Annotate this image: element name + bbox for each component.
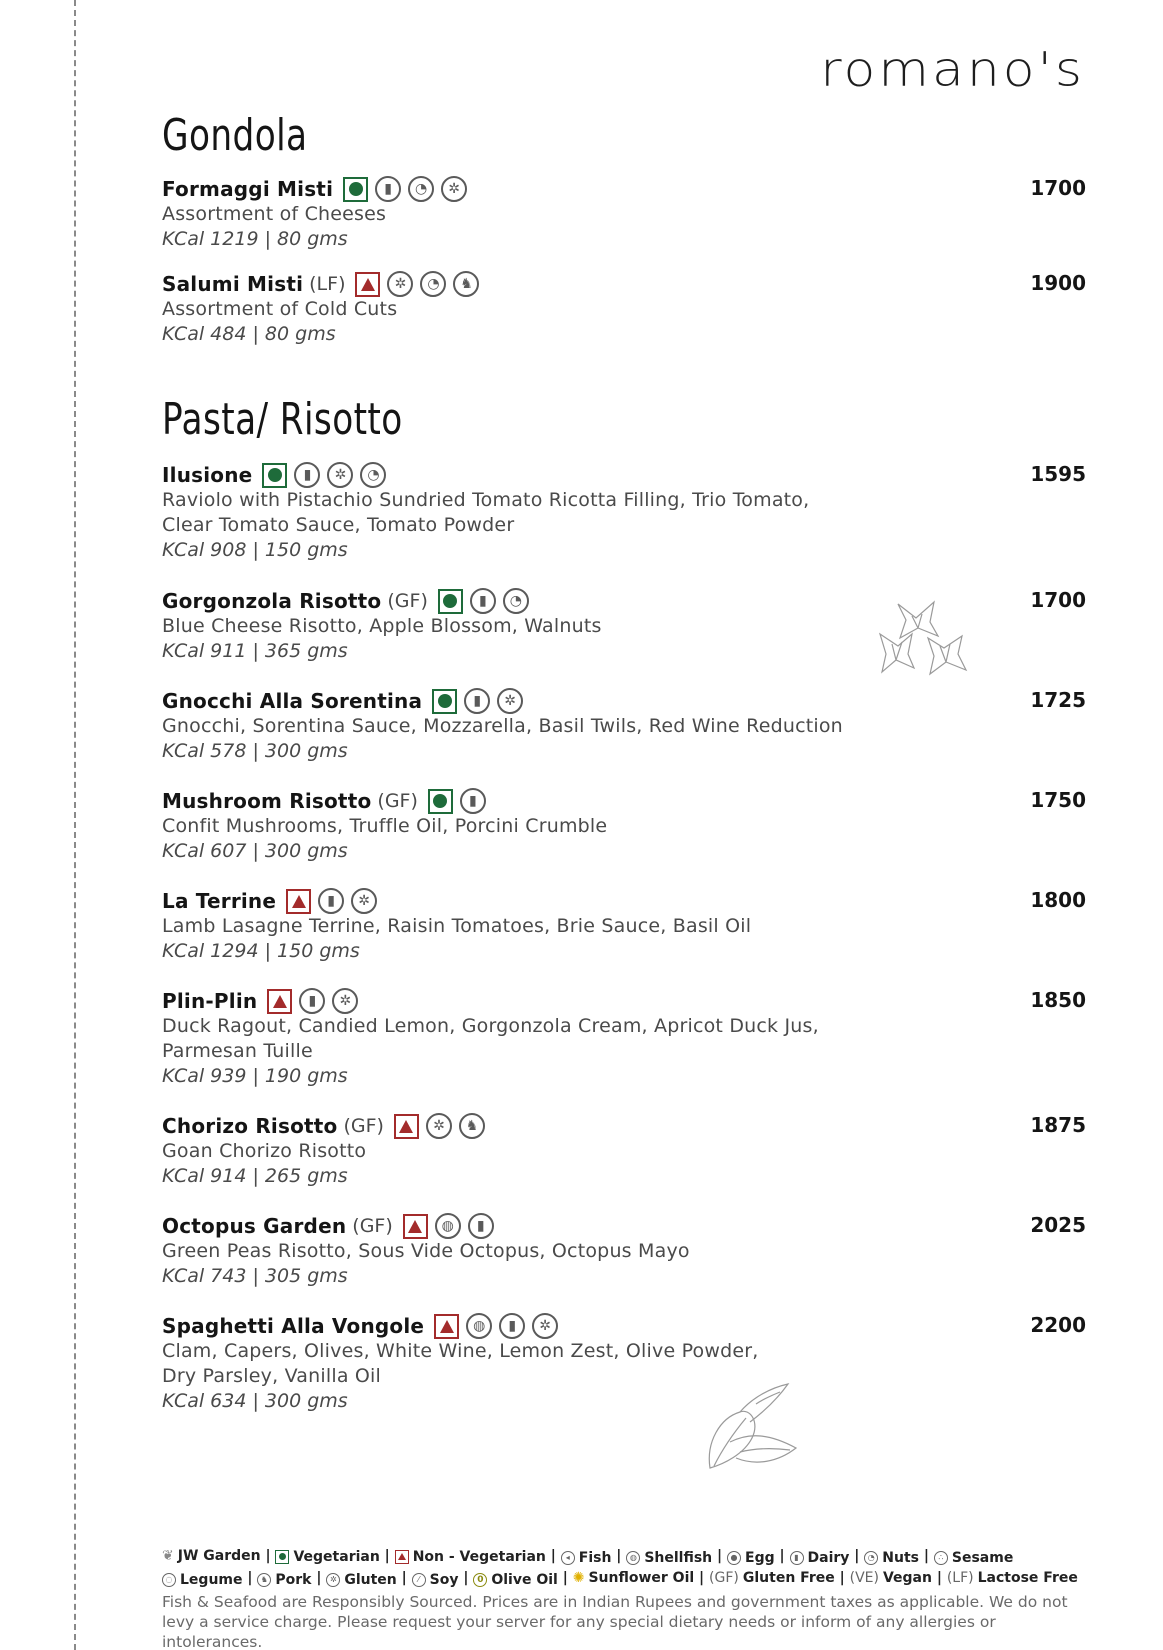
legend-gluten-free: (GF) Gluten Free (709, 1570, 835, 1586)
vegetarian-icon (438, 589, 463, 614)
menu-item-octopus-garden (162, 1213, 1086, 1289)
item-tag: (LF) (309, 273, 346, 295)
nuts-icon: ◔ (503, 588, 529, 614)
item-icons (343, 176, 467, 202)
item-description: Raviolo with Pistachio Sundried Tomato Ricotta Filling, Trio Tomato, (162, 489, 810, 511)
legend-sunflower-oil: ✺ Sunflower Oil (572, 1570, 695, 1586)
menu-item-gnocchi-alla-sorentina (162, 688, 1086, 764)
item-kcal: KCal 908 | 150 gms (162, 539, 348, 561)
item-name: Salumi Misti (162, 272, 304, 296)
item-kcal: KCal 1219 | 80 gms (162, 228, 348, 250)
gluten-icon: ✲ (326, 1573, 340, 1587)
vegetarian-icon (343, 177, 368, 202)
dairy-icon: ▮ (499, 1313, 525, 1339)
item-description-line-2: Dry Parsley, Vanilla Oil (162, 1365, 382, 1387)
sunflower-icon: ✺ (572, 1570, 585, 1586)
nuts-icon: ◔ (420, 271, 446, 297)
item-price: 1725 (1030, 688, 1086, 712)
nuts-icon: ◔ (360, 462, 386, 488)
dairy-icon: ▮ (460, 788, 486, 814)
pork-icon: ♞ (453, 271, 479, 297)
menu-item-spaghetti-alla-vongole (162, 1313, 1086, 1414)
item-kcal: KCal 743 | 305 gms (162, 1265, 348, 1287)
item-kcal: KCal 1294 | 150 gms (162, 940, 360, 962)
gluten-icon: ✲ (387, 271, 413, 297)
item-icons (434, 1313, 558, 1339)
item-kcal: KCal 939 | 190 gms (162, 1065, 348, 1087)
item-description: Assortment of Cheeses (162, 203, 387, 225)
menu-item-plin-plin (162, 988, 1086, 1089)
item-description: Green Peas Risotto, Sous Vide Octopus, Octopus Mayo (162, 1240, 690, 1262)
menu-item-la-terrine (162, 888, 1086, 964)
menu-item-ilusione (162, 462, 1086, 563)
item-price: 1850 (1030, 988, 1086, 1012)
item-description: Confit Mushrooms, Truffle Oil, Porcini Crumble (162, 815, 608, 837)
item-name: Octopus Garden (162, 1214, 347, 1238)
item-icons (394, 1113, 485, 1139)
dairy-icon: ▮ (375, 176, 401, 202)
herb-garlic-illustration (700, 1382, 800, 1474)
non-vegetarian-icon (403, 1214, 428, 1239)
item-price: 2025 (1030, 1213, 1086, 1237)
legend-legume: ◌ Legume (162, 1570, 243, 1590)
farfalle-pasta-illustration (878, 598, 970, 676)
non-vegetarian-icon (355, 272, 380, 297)
non-vegetarian-icon (267, 989, 292, 1014)
item-icons (286, 888, 377, 914)
gluten-icon: ✲ (332, 988, 358, 1014)
legend-shellfish: ◍ Shellfish (626, 1548, 712, 1568)
page-margin-line (74, 0, 76, 1650)
item-kcal: KCal 634 | 300 gms (162, 1390, 348, 1412)
item-icons (403, 1213, 494, 1239)
legend-egg: ● Egg (727, 1548, 775, 1568)
vegetarian-icon (275, 1550, 289, 1564)
item-name: Gnocchi Alla Sorentina (162, 689, 423, 713)
item-icons (438, 588, 529, 614)
soy-icon: ⁄ (412, 1573, 426, 1587)
item-name: Plin-Plin (162, 989, 258, 1013)
item-description-line-2: Clear Tomato Sauce, Tomato Powder (162, 514, 515, 536)
section-title-gondola: Gondola (162, 110, 308, 161)
gluten-icon: ✲ (426, 1113, 452, 1139)
shellfish-icon: ◍ (435, 1213, 461, 1239)
legend-vegetarian: Vegetarian (275, 1547, 379, 1567)
item-icons (432, 688, 523, 714)
legend (162, 1546, 1092, 1590)
item-name: Ilusione (162, 463, 253, 487)
leaf-icon: ❦ (162, 1548, 174, 1564)
item-name: Mushroom Risotto (162, 789, 372, 813)
item-price: 1700 (1030, 588, 1086, 612)
legend-dairy: ▮ Dairy (790, 1548, 850, 1568)
item-kcal: KCal 914 | 265 gms (162, 1165, 348, 1187)
olive-oil-icon: 0 (473, 1573, 487, 1587)
gluten-icon: ✲ (441, 176, 467, 202)
item-kcal: KCal 607 | 300 gms (162, 840, 348, 862)
item-kcal: KCal 911 | 365 gms (162, 640, 348, 662)
menu-item-formaggi-misti (162, 176, 1086, 252)
item-price: 1800 (1030, 888, 1086, 912)
item-price: 1750 (1030, 788, 1086, 812)
legend-line-1: ❦ JW Garden | Vegetarian | Non - Vegetarian | ◂ Fish | ◍ Shellfish | ● Egg | ▮ Dairy | ◔ Nuts | ∴ Sesame (162, 1548, 1014, 1566)
nuts-icon: ◔ (408, 176, 434, 202)
dairy-icon: ▮ (790, 1551, 804, 1565)
item-kcal: KCal 484 | 80 gms (162, 323, 336, 345)
shellfish-icon: ◍ (626, 1551, 640, 1565)
item-price: 2200 (1030, 1313, 1086, 1337)
item-description: Lamb Lasagne Terrine, Raisin Tomatoes, Brie Sauce, Basil Oil (162, 915, 752, 937)
item-icons (262, 462, 386, 488)
item-description-line-2: Parmesan Tuille (162, 1040, 313, 1062)
item-price: 1900 (1030, 271, 1086, 295)
item-name: Gorgonzola Risotto (162, 589, 382, 613)
legend-pork: ♞ Pork (257, 1570, 311, 1590)
item-description: Duck Ragout, Candied Lemon, Gorgonzola Cream, Apricot Duck Jus, (162, 1015, 819, 1037)
vegetarian-icon (432, 689, 457, 714)
fish-icon: ◂ (561, 1551, 575, 1565)
legend-nuts: ◔ Nuts (864, 1548, 919, 1568)
pork-icon: ♞ (257, 1573, 271, 1587)
item-tag: (GF) (377, 790, 418, 812)
vegetarian-icon (428, 789, 453, 814)
item-description: Gnocchi, Sorentina Sauce, Mozzarella, Basil Twils, Red Wine Reduction (162, 715, 843, 737)
gluten-icon: ✲ (532, 1313, 558, 1339)
item-name: Chorizo Risotto (162, 1114, 338, 1138)
item-tag: (GF) (387, 590, 428, 612)
legend-jw-garden: ❦ JW Garden (162, 1548, 261, 1564)
menu-item-mushroom-risotto (162, 788, 1086, 864)
gluten-icon: ✲ (497, 688, 523, 714)
item-name: Spaghetti Alla Vongole (162, 1314, 425, 1338)
dairy-icon: ▮ (464, 688, 490, 714)
egg-icon: ● (727, 1551, 741, 1565)
item-tag: (GF) (343, 1115, 384, 1137)
sesame-icon: ∴ (934, 1551, 948, 1565)
pork-icon: ♞ (459, 1113, 485, 1139)
legend-olive-oil: 0 Olive Oil (473, 1570, 558, 1590)
non-vegetarian-icon (286, 889, 311, 914)
dairy-icon: ▮ (318, 888, 344, 914)
item-icons (267, 988, 358, 1014)
item-name: Formaggi Misti (162, 177, 334, 201)
legume-icon: ◌ (162, 1573, 176, 1587)
nuts-icon: ◔ (864, 1551, 878, 1565)
dairy-icon: ▮ (299, 988, 325, 1014)
item-description: Blue Cheese Risotto, Apple Blossom, Walnuts (162, 615, 602, 637)
item-description: Clam, Capers, Olives, White Wine, Lemon Zest, Olive Powder, (162, 1340, 759, 1362)
non-vegetarian-icon (395, 1550, 409, 1564)
menu-item-chorizo-risotto (162, 1113, 1086, 1189)
legend-lactose-free: (LF) Lactose Free (946, 1570, 1078, 1586)
gluten-icon: ✲ (351, 888, 377, 914)
dairy-icon: ▮ (470, 588, 496, 614)
footnote: Fish & Seafood are Responsibly Sourced. Prices are in Indian Rupees and government taxes as applicable. We do not levy a service charge. Please request your server for any special dietary needs or inform of any allergies or intolerances. (162, 1593, 1068, 1650)
shellfish-icon: ◍ (466, 1313, 492, 1339)
item-description: Assortment of Cold Cuts (162, 298, 398, 320)
menu-item-salumi-misti (162, 271, 1086, 347)
brand-logo: romano's (820, 43, 1085, 97)
legend-soy: ⁄ Soy (412, 1570, 459, 1590)
item-name: La Terrine (162, 889, 277, 913)
gluten-icon: ✲ (327, 462, 353, 488)
item-kcal: KCal 578 | 300 gms (162, 740, 348, 762)
item-description: Goan Chorizo Risotto (162, 1140, 367, 1162)
non-vegetarian-icon (394, 1114, 419, 1139)
legend-line-2: ◌ Legume | ♞ Pork | ✲ Gluten | ⁄ Soy | 0 Olive Oil | ✺ Sunflower Oil | (GF) Gluten Free | (VE) Vegan | (LF) Lactose Free (162, 1568, 1092, 1590)
non-vegetarian-icon (434, 1314, 459, 1339)
legend-gluten: ✲ Gluten (326, 1570, 396, 1590)
item-icons (428, 788, 486, 814)
item-icons (355, 271, 479, 297)
item-price: 1595 (1030, 462, 1086, 486)
section-title-pasta-risotto: Pasta/ Risotto (162, 394, 403, 445)
dairy-icon: ▮ (294, 462, 320, 488)
legend-non-vegetarian: Non - Vegetarian (395, 1547, 546, 1567)
legend-fish: ◂ Fish (561, 1548, 612, 1568)
item-price: 1875 (1030, 1113, 1086, 1137)
item-tag: (GF) (352, 1215, 393, 1237)
legend-sesame: ∴ Sesame (934, 1548, 1013, 1568)
legend-vegan: (VE) Vegan (849, 1570, 932, 1586)
item-price: 1700 (1030, 176, 1086, 200)
vegetarian-icon (262, 463, 287, 488)
dairy-icon: ▮ (468, 1213, 494, 1239)
